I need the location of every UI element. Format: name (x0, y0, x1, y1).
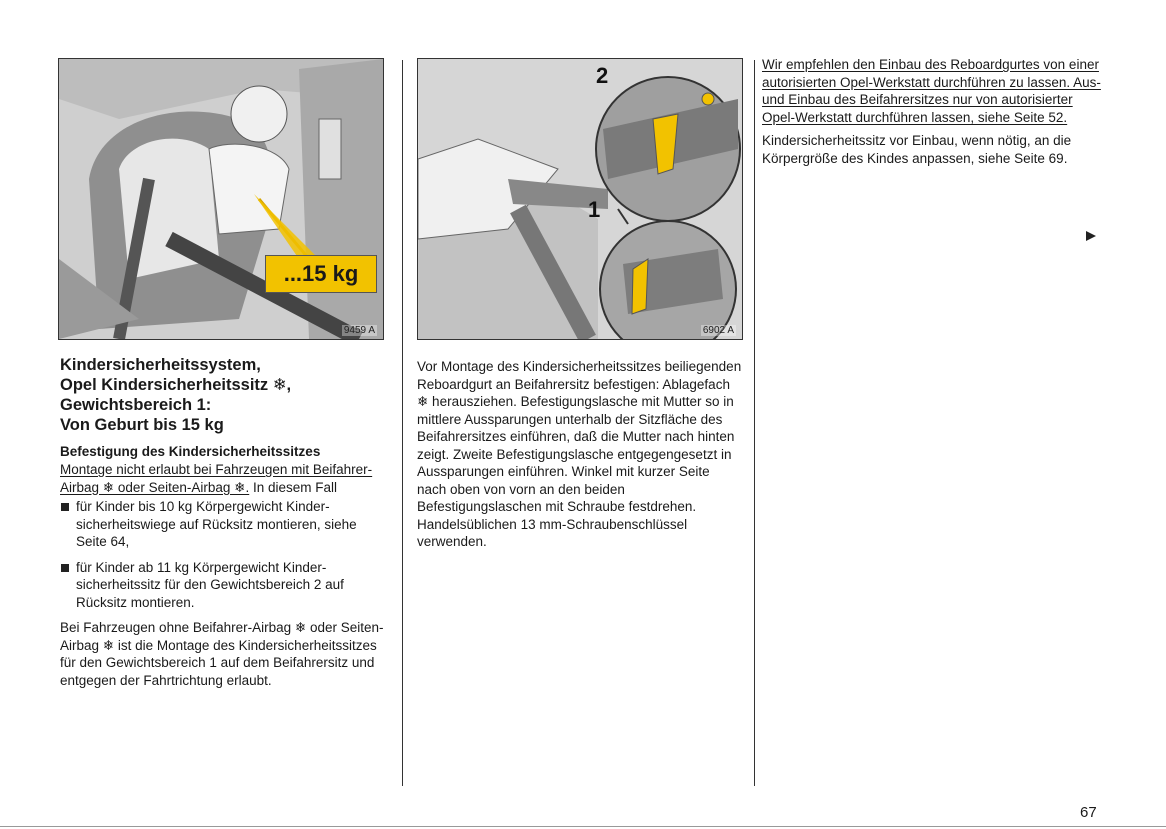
list-item: für Kinder ab 11 kg Körpergewicht Kindersicherheitssitz für den Gewichtsbereich 2 auf Rücksitz montieren. (60, 559, 390, 612)
title-line: Gewichtsbereich 1: (60, 396, 212, 414)
column-rule-right (754, 60, 755, 786)
figure-code: 6902 A (702, 325, 734, 336)
page-number: 67 (1080, 804, 1097, 821)
figure-mounting (417, 58, 743, 340)
figure-code: 9459 A (343, 325, 375, 336)
section-title (60, 355, 390, 435)
column-middle (417, 358, 742, 551)
recommendation-paragraph: Wir empfehlen den Einbau des Reboardgurtes von einer autorisierten Opel-Werkstatt durchführen zu lassen. Aus- und Einbau des Beifahrersitzes nur von autorisierter Opel-Werkstatt durchführen lassen, siehe Seite 52. (762, 57, 1101, 125)
callout-number-1: 1 (588, 197, 601, 222)
mounting-instructions: Vor Montage des Kindersicherheitssitzes beiliegenden Reboardgurt an Beifahrersitz befestigen: Ablagefach ❄ herausziehen. Befestigungslasche mit Mutter so in mittlere Aussparungen unterhalb der Sitzfläche des Beifahrersitzes einführen, daß die Mutter nach hinten zeigt. Zweite Befestigungslasche entgegengesetzt in Aussparungen einführen. Winkel mit kurzer Seite nach oben von vorn an den beiden Befestigungslaschen mit Schraube festdrehen. Handelsüblichen 13 mm-Schraubenschlüssel verwenden. (417, 359, 742, 549)
title-line: Opel Kindersicherheitssitz ❄, (60, 376, 292, 394)
bullet-list (60, 498, 390, 611)
column-right (762, 56, 1102, 167)
subheading: Befestigung des Kindersicherheitssitzes (60, 444, 321, 459)
figure-child-seat (58, 58, 384, 340)
callout-number-2: 2 (596, 63, 609, 88)
adjust-note: Kindersicherheitssitz vor Einbau, wenn nötig, an die Körpergröße des Kindes anpassen, siehe Seite 69. (762, 133, 1072, 166)
bottom-edge-line (0, 826, 1166, 827)
mounting-illustration (418, 59, 742, 339)
title-line: Von Geburt bis 15 kg (60, 416, 224, 434)
weight-badge: ...15 kg (265, 255, 377, 293)
warning-paragraph (60, 461, 390, 496)
column-left (60, 355, 390, 689)
title-line: Kindersicherheitssystem, (60, 356, 261, 374)
list-item: für Kinder bis 10 kg Körpergewicht Kindersicherheitswiege auf Rücksitz montieren, siehe Seite 64, (60, 498, 390, 551)
warning-continuation: In diesem Fall (252, 479, 338, 495)
child-seat-illustration (59, 59, 383, 339)
closing-paragraph: Bei Fahrzeugen ohne Beifahrer-Airbag ❄ oder Seiten-Airbag ❄ ist die Montage des Kindersicherheitssitzes für den Gewichtsbereich 1 auf dem Beifahrersitz und entgegen der Fahrtrichtung erlaubt. (60, 620, 384, 688)
continue-arrow-icon (1086, 231, 1096, 241)
column-rule-left (402, 60, 403, 786)
warning-text: Montage nicht erlaubt bei Fahrzeugen mit Beifahrer-Airbag ❄ oder Seiten-Airbag ❄. (60, 462, 373, 495)
